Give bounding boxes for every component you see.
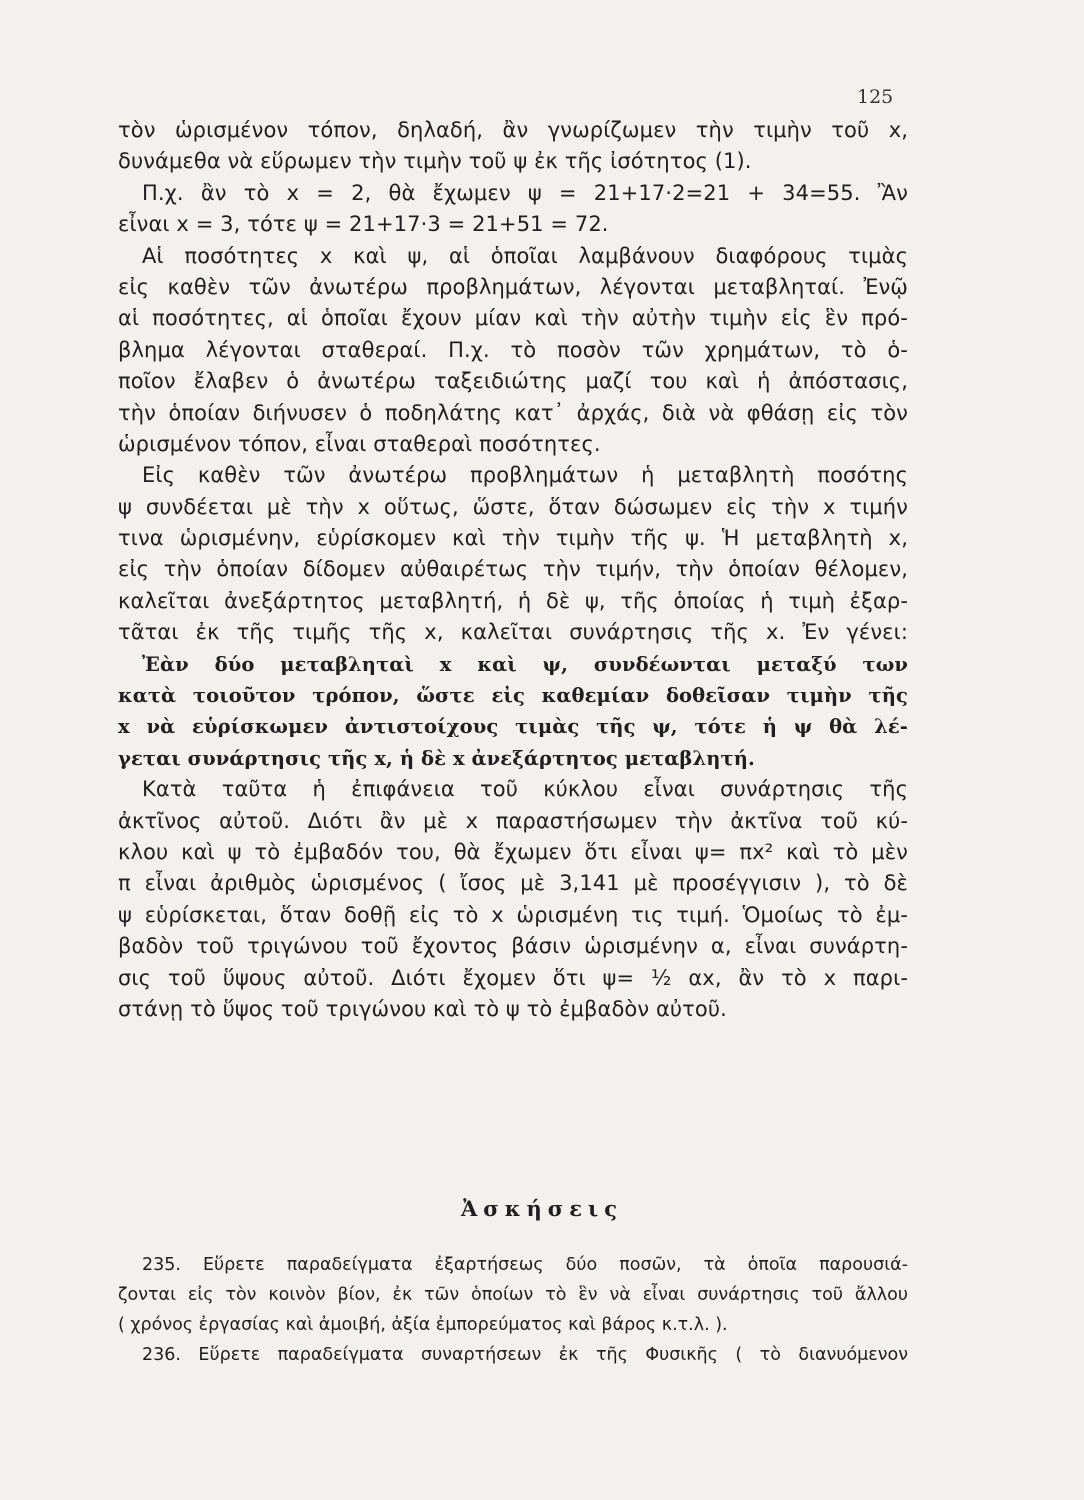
exercise-line: 235. Εὕρετε παραδείγματα ἐξαρτήσεως δύο ποσῶν, τὰ ὁποῖα παρουσιά-: [142, 1255, 908, 1275]
text-line: εἶναι x = 3, τότε ψ = 21+17·3 = 21+51 = 72.: [118, 212, 609, 237]
text-line: ποῖον ἔλαβεν ὁ ἀνωτέρω ταξειδιώτης μαζί του καὶ ἡ ἀπόστασις,: [118, 369, 908, 394]
text-line: τᾶται ἐκ τῆς τιμῆς τῆς x, καλεῖται συνάρτησις τῆς x. Ἐν γένει:: [118, 620, 908, 645]
text-line: στάνῃ τὸ ὕψος τοῦ τριγώνου καὶ τὸ ψ τὸ ἐμβαδὸν αὐτοῦ.: [118, 996, 727, 1021]
text-line: ἀκτῖνος αὐτοῦ. Διότι ἂν μὲ x παραστήσωμεν τὴν ἀκτῖνα τοῦ κύ-: [118, 808, 908, 833]
text-line: τινα ὡρισμένην, εὑρίσκομεν καὶ τὴν τιμὴν τῆς ψ. Ἡ μεταβλητὴ x,: [118, 526, 908, 551]
definition-line: γεται συνάρτησις τῆς x, ἡ δὲ x ἀνεξάρτητος μεταβλητή.: [118, 746, 755, 770]
definition-line: Ἐὰν δύο μεταβληταὶ x καὶ ψ, συνδέωνται μεταξύ των: [142, 652, 908, 676]
text-line: τὴν ὁποίαν διήνυσεν ὁ ποδηλάτης κατ᾽ ἀρχάς, διὰ νὰ φθάσῃ εἰς τὸν: [118, 400, 908, 425]
text-line: δυνάμεθα νὰ εὕρωμεν τὴν τιμὴν τοῦ ψ ἐκ τῆς ἰσότητος (1).: [118, 149, 752, 174]
text-line: αἱ ποσότητες, αἱ ὁποῖαι ἔχουν μίαν καὶ τὴν αὐτὴν τιμὴν εἰς ἓν πρό-: [118, 306, 908, 331]
page-number: 125: [857, 86, 894, 108]
text-line: εἰς τὴν ὁποίαν δίδομεν αὐθαιρέτως τὴν τιμήν, τὴν ὁποίαν θέλομεν,: [118, 557, 908, 582]
exercise-line: ( χρόνος ἐργασίας καὶ ἀμοιβή, ἀξία ἐμπορεύματος καὶ βάρος κ.τ.λ. ).: [118, 1315, 728, 1335]
text-line: Εἰς καθὲν τῶν ἀνωτέρω προβλημάτων ἡ μεταβλητὴ ποσότης: [142, 463, 908, 488]
definition-line: x νὰ εὑρίσκωμεν ἀντιστοίχους τιμὰς τῆς ψ, τότε ἡ ψ θὰ λέ-: [118, 715, 908, 739]
exercise-line: ζονται εἰς τὸν κοινὸν βίον, ἐκ τῶν ὁποίων τὸ ἓν νὰ εἶναι συνάρτησις τοῦ ἄλλου: [118, 1285, 908, 1305]
exercises-heading: Ἀσκήσεις: [461, 1196, 623, 1221]
text-line: τὸν ὡρισμένον τόπον, δηλαδή, ἂν γνωρίζωμεν τὴν τιμὴν τοῦ x,: [118, 118, 908, 142]
text-line: Π.χ. ἂν τὸ x = 2, θὰ ἔχωμεν ψ = 21+17·2=21 + 34=55. Ἂν: [142, 180, 908, 205]
text-line: Κατὰ ταῦτα ἡ ἐπιφάνεια τοῦ κύκλου εἶναι συνάρτησις τῆς: [142, 777, 908, 802]
exercise-line: 236. Εὕρετε παραδείγματα συναρτήσεων ἐκ τῆς Φυσικῆς ( τὸ διανυόμενον: [142, 1345, 908, 1365]
text-line: καλεῖται ἀνεξάρτητος μεταβλητή, ἡ δὲ ψ, τῆς ὁποίας ἡ τιμὴ ἐξαρ-: [118, 588, 908, 613]
text-line: κλου καὶ ψ τὸ ἐμβαδόν του, θὰ ἔχωμεν ὅτι εἶναι ψ= πx² καὶ τὸ μὲν: [118, 839, 908, 864]
definition-line: κατὰ τοιοῦτον τρόπον, ὥστε εἰς καθεμίαν δοθεῖσαν τιμὴν τῆς: [118, 684, 908, 708]
text-line: ψ εὑρίσκεται, ὅταν δοθῇ εἰς τὸ x ὡρισμένη τις τιμή. Ὁμοίως τὸ ἐμ-: [118, 902, 908, 927]
text-line: εἰς καθὲν τῶν ἀνωτέρω προβλημάτων, λέγονται μεταβληταί. Ἐνῷ: [118, 274, 908, 299]
text-line: π εἶναι ἀριθμὸς ὡρισμένος ( ἴσος μὲ 3,141 μὲ προσέγγισιν ), τὸ δὲ: [118, 871, 908, 896]
body-text: [118, 115, 908, 1025]
text-line: ψ συνδέεται μὲ τὴν x οὕτως, ὥστε, ὅταν δώσωμεν εἰς τὴν x τιμήν: [118, 494, 908, 519]
text-line: βλημα λέγονται σταθεραί. Π.χ. τὸ ποσὸν τῶν χρημάτων, τὸ ὁ-: [118, 337, 908, 362]
text-line: σις τοῦ ὕψους αὐτοῦ. Διότι ἔχομεν ὅτι ψ= ½ αx, ἂν τὸ x παρι-: [118, 965, 908, 990]
text-line: βαδὸν τοῦ τριγώνου τοῦ ἔχοντος βάσιν ὡρισμένην α, εἶναι συνάρτη-: [118, 934, 908, 959]
exercises-list: [118, 1250, 908, 1370]
text-line: Αἱ ποσότητες x καὶ ψ, αἱ ὁποῖαι λαμβάνουν διαφόρους τιμὰς: [142, 243, 908, 268]
text-line: ὡρισμένον τόπον, εἶναι σταθεραὶ ποσότητες.: [118, 431, 601, 456]
